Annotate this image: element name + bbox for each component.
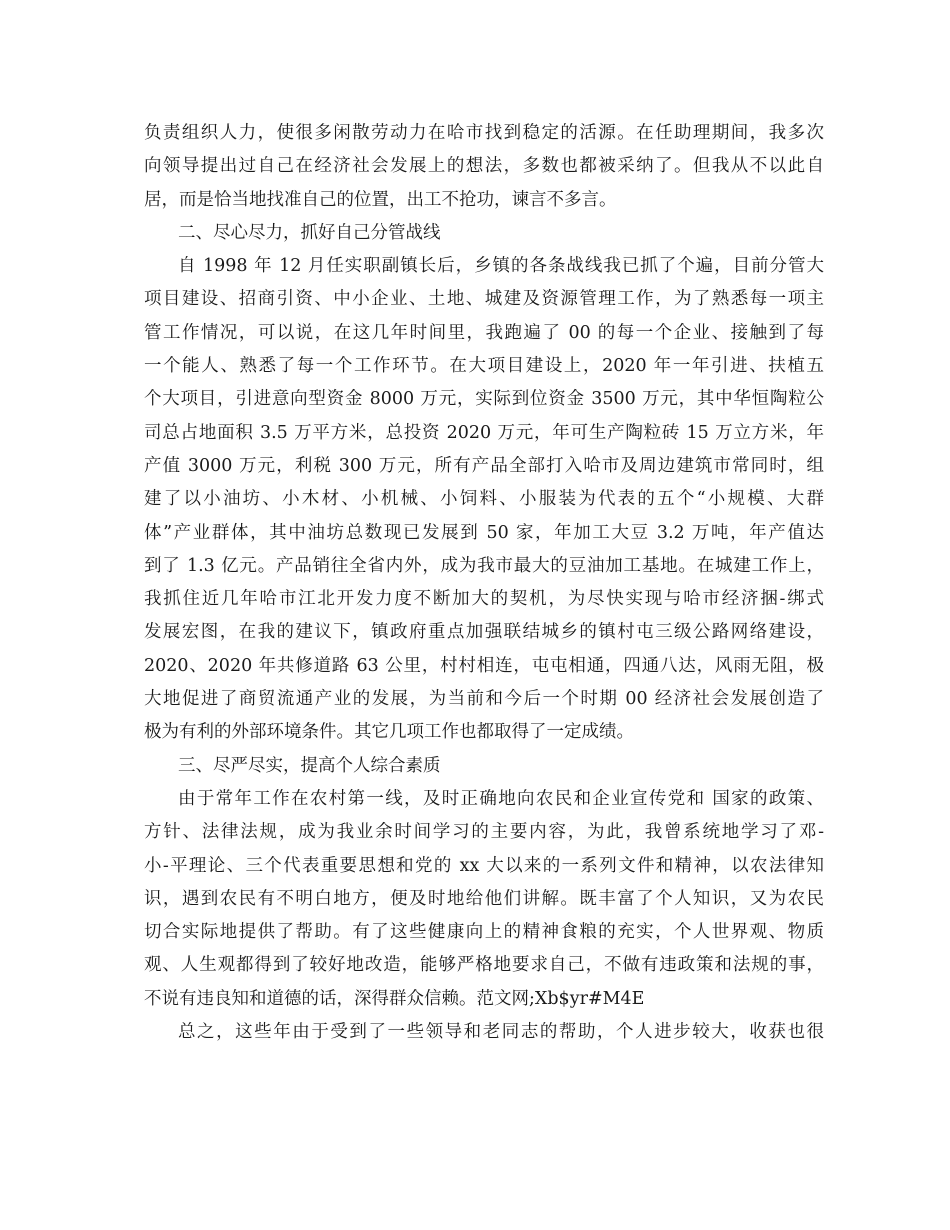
body-line: 我抓住近几年哈市江北开发力度不断加大的契机，为尽快实现与哈市经济捆-绑式 (144, 589, 824, 610)
section-heading: 三、尽严尽实，提高个人综合素质 (178, 755, 441, 776)
body-line: 自 1998 年 12 月任实职副镇长后，乡镇的各条战线我已抓了个遍，目前分管大 (178, 256, 824, 277)
body-line: 到了 1.3 亿元。产品销往全省内外，成为我市最大的豆油加工基地。在城建工作上， (144, 555, 824, 576)
body-line: 发展宏图，在我的建议下，镇政府重点加强联结城乡的镇村屯三级公路网络建设， (144, 622, 824, 643)
body-line: 由于常年工作在农村第一线，及时正确地向农民和企业宣传党和 国家的政策、 (178, 788, 824, 809)
body-line: 体”产业群体，其中油坊总数现已发展到 50 家，年加工大豆 3.2 万吨，年产值达 (144, 522, 824, 543)
body-line: 切合实际地提供了帮助。有了这些健康向上的精神食粮的充实，个人世界观、物质 (144, 922, 824, 943)
body-line: 司总占地面积 3.5 万平方米，总投资 2020 万元，年可生产陶粒砖 15 万立方米，年 (144, 422, 824, 443)
body-line: 建了以小油坊、小木材、小机械、小饲料、小服装为代表的五个“小规模、大群 (144, 489, 824, 510)
section-heading: 二、尽心尽力，抓好自己分管战线 (178, 222, 441, 243)
body-line: 居，而是恰当地找准自己的位置，出工不抢功，谏言不多言。 (144, 189, 617, 210)
body-line: 总之，这些年由于受到了一些领导和老同志的帮助，个人进步较大，收获也很 (178, 1022, 824, 1043)
body-line: 一个能人、熟悉了每一个工作环节。在大项目建设上，2020 年一年引进、扶植五 (144, 356, 824, 377)
body-line: 2020、2020 年共修道路 63 公里，村村相连，屯屯相通，四通八达，风雨无阻，极 (144, 655, 824, 676)
body-line: 观、人生观都得到了较好地改造，能够严格地要求自己，不做有违政策和法规的事， (144, 955, 824, 976)
body-line: 管工作情况，可以说，在这几年时间里，我跑遍了 00 的每一个企业、接触到了每 (144, 322, 824, 343)
body-line: 方针、法律法规，成为我业余时间学习的主要内容，为此，我曾系统地学习了邓- (144, 822, 824, 843)
body-line: 负责组织人力，使很多闲散劳动力在哈市找到稳定的活源。在任助理期间，我多次 (144, 123, 824, 143)
body-line: 个大项目，引进意向型资金 8000 万元，实际到位资金 3500 万元，其中华恒陶粒公 (144, 389, 824, 410)
body-line: 小-平理论、三个代表重要思想和党的 xx 大以来的一系列文件和精神，以农法律知 (144, 855, 824, 876)
body-line: 大地促进了商贸流通产业的发展，为当前和今后一个时期 00 经济社会发展创造了 (144, 689, 824, 710)
body-line: 向领导提出过自己在经济社会发展上的想法，多数也都被采纳了。但我从不以此自 (144, 156, 824, 177)
body-line: 产值 3000 万元，利税 300 万元，所有产品全部打入哈市及周边建筑市常同时，组 (144, 455, 824, 476)
body-line: 识，遇到农民有不明白地方，便及时地给他们讲解。既丰富了个人知识，又为农民 (144, 888, 824, 909)
body-line: 不说有违良知和道德的话，深得群众信赖。范文网;Xb$yr#M4E (144, 988, 645, 1009)
body-line: 极为有利的外部环境条件。其它几项工作也都取得了一定成绩。 (144, 722, 634, 743)
body-line: 项目建设、招商引资、中小企业、土地、城建及资源管理工作，为了熟悉每一项主 (144, 289, 824, 310)
document-body (144, 117, 824, 1049)
